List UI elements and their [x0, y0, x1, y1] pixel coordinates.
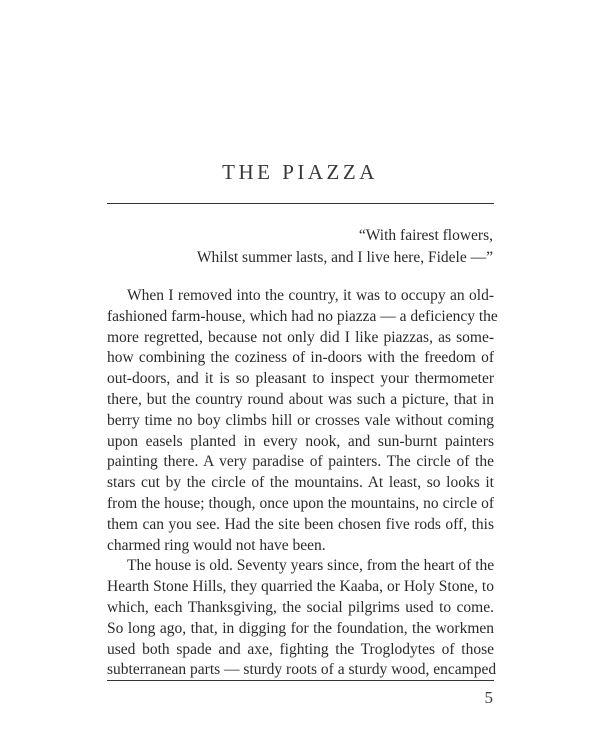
- paragraph-1: [107, 286, 498, 556]
- text-line: from the house; though, once upon the mountains, no circle of: [107, 494, 494, 512]
- text-line: berry time no boy climbs hill or crosses vale without coming: [107, 411, 494, 429]
- text-line: upon easels planted in every nook, and sun-burnt painters: [107, 432, 494, 450]
- chapter-title: THE PIAZZA: [222, 160, 378, 184]
- text-line: there, but the country round about was such a picture, that in: [107, 390, 494, 408]
- epigraph-line: “With fairest flowers,: [358, 227, 493, 244]
- page-number: 5: [484, 688, 493, 707]
- text-line: them can you see. Had the site been chosen five rods off, this: [107, 515, 494, 533]
- text-line: The house is old. Seventy years since, from the heart of the: [127, 557, 495, 575]
- text-line: painting there. A very paradise of painters. The circle of the: [107, 453, 494, 471]
- text-line: fashioned farm-house, which had no piazza — a deficiency the: [107, 307, 498, 325]
- text-line: When I removed into the country, it was to occupy an old-: [127, 287, 494, 304]
- body-text: [107, 286, 498, 681]
- epigraph-line: Whilst summer lasts, and I live here, Fidele —”: [196, 249, 493, 266]
- text-line: out-doors, and it is so pleasant to inspect your thermometer: [107, 370, 494, 388]
- text-line: used both spade and axe, fighting the Troglodytes of those: [107, 640, 494, 658]
- text-line: which, each Thanksgiving, the social pilgrims used to come.: [107, 598, 494, 616]
- epigraph: [197, 225, 493, 269]
- text-line: stars cut by the circle of the mountains. At least, so looks it: [107, 474, 494, 492]
- text-line: subterranean parts — sturdy roots of a sturdy wood, encamped: [107, 661, 497, 679]
- footer-rule: [107, 680, 494, 681]
- title-rule: [107, 203, 494, 204]
- text-line: charmed ring would not have been.: [107, 536, 326, 554]
- text-line: how combining the coziness of in-doors with the freedom of: [107, 349, 494, 367]
- text-line: more regretted, because not only did I like piazzas, as some-: [107, 328, 494, 346]
- paragraph-2: [107, 556, 497, 681]
- text-line: So long ago, that, in digging for the foundation, the workmen: [107, 619, 494, 637]
- text-line: Hearth Stone Hills, they quarried the Kaaba, or Holy Stone, to: [107, 578, 494, 596]
